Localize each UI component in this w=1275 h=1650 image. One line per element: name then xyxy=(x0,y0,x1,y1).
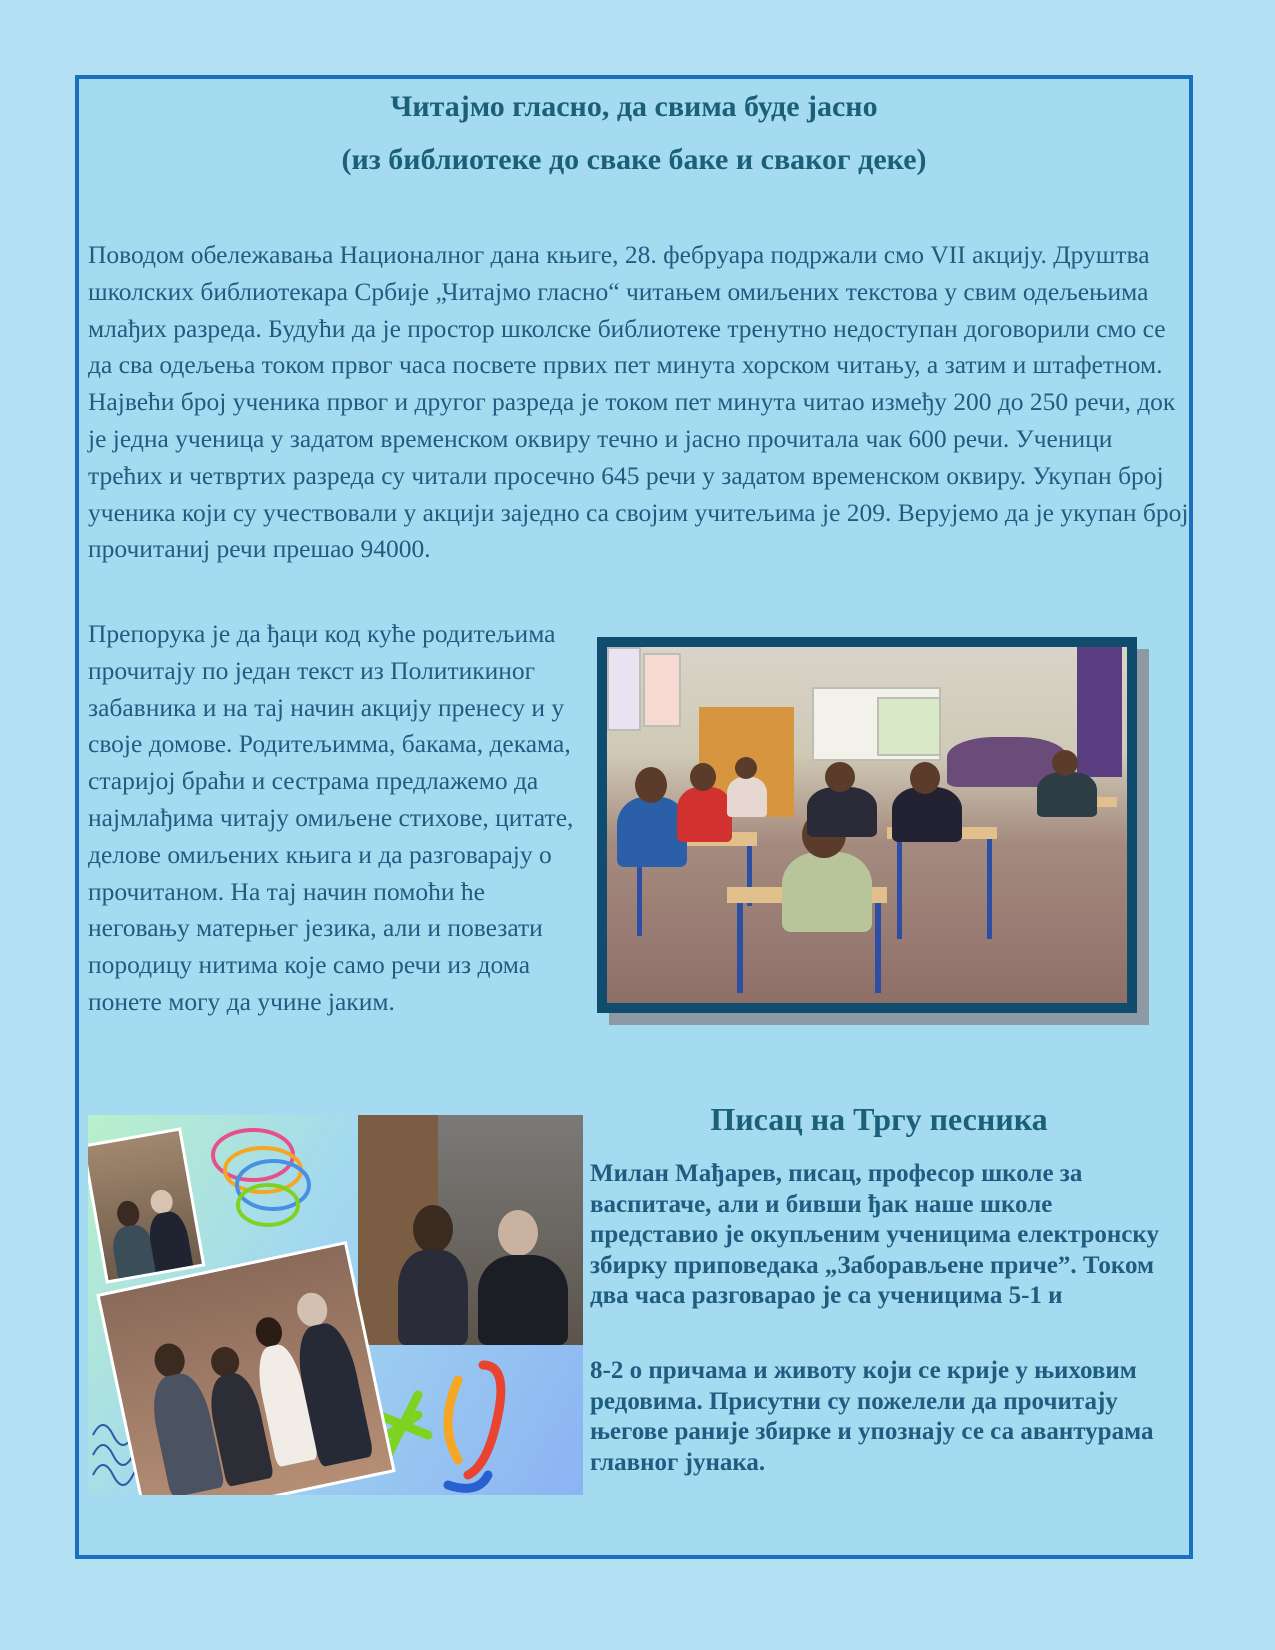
student xyxy=(807,787,877,837)
desk-leg xyxy=(987,839,992,939)
desk-leg xyxy=(875,903,881,993)
curtain xyxy=(1077,647,1122,777)
writer-section-heading: Писац на Тргу песника xyxy=(710,1101,1048,1137)
page-subtitle: (из библиотеке до сваке баке и сваког деке) xyxy=(341,143,927,176)
recommendation-paragraph: Препорука је да ђаци код куће родитељима прочитају по један текст из Политикиног забавника и на тај начин акцију пренесу и у своје домове. Родитељимма, бакама, декама, старијој браћи и сестрама предлажемо да најмлађима читају омиљене стихове, цитате, делове омиљених књига и да разговарају о прочитаном. На тај начин помоћи ће неговању матерњег језика, али и повезати породицу нитима које само речи из дома понете могу да учине јаким. xyxy=(88,619,574,1016)
wall-poster xyxy=(607,647,641,731)
classroom-photo-image xyxy=(607,647,1127,1003)
student xyxy=(1037,772,1097,817)
newsletter-frame xyxy=(75,75,1193,1559)
student xyxy=(677,787,732,842)
student xyxy=(727,777,767,817)
person-head xyxy=(498,1210,538,1256)
student xyxy=(892,787,962,842)
person-head xyxy=(413,1205,453,1253)
page-title: Читајмо гласно, да свима буде јасно xyxy=(390,90,878,123)
student xyxy=(782,852,872,932)
classroom-photo xyxy=(597,637,1137,1013)
intro-paragraph: Поводом обележавања Националног дана књиге, 28. фебруара подржали смо VII акцију. Друштва школских библиотекара Србије „Читајмо гласно“ читањем омиљених текстова у свим одељењима млађих разреда. Будући да је простор школске библиотеке тренутно недоступан договорили смо се да сва одељења током првог часа посвете првих пет минута хорском читању, а затим и штафетном. Највећи број ученика првог и другог разреда је током пет минута читао између 200 до 250 речи, док је једна ученица у задатом временском оквиру течно и јасно прочитала чак 600 речи. Ученици трећих и четвртих разреда су читали просечно 645 речи у задатом временском оквиру. Укупан број ученика који су учествовали у акцији заједно са својим учитељима је 209. Верујемо да је укупан број прочитаниј речи прешао 94000. xyxy=(88,240,1189,564)
student-head xyxy=(735,757,757,779)
desk-leg xyxy=(897,839,902,939)
scribble-ornament xyxy=(213,1130,309,1225)
wall-poster xyxy=(643,653,681,727)
desk-leg xyxy=(737,903,743,993)
student-head xyxy=(1052,750,1078,776)
student-head xyxy=(910,762,940,794)
writer-visit-collage xyxy=(88,1115,583,1495)
person xyxy=(398,1250,468,1345)
student-head xyxy=(635,767,667,803)
letter-logo-ornament xyxy=(378,1365,501,1488)
writer-paragraph-1: Милан Мађарев, писац, професор школе за васпитаче, али и бивши ђак наше школе представио је окупљеним ученицима електронску збирку приповедака „Заборављене приче”. Током два часа разговарао је са ученицима 5-1 и xyxy=(590,1160,1159,1309)
student-head xyxy=(825,762,855,792)
student-head xyxy=(690,763,716,791)
collage-photo-2 xyxy=(358,1115,583,1345)
writer-paragraph-2: 8-2 о причама и животу који се крије у њиховим редовима. Присутни су пожелели да прочитају његове раније збирке и упознају се са авантурама главног јунака. xyxy=(590,1357,1154,1476)
person xyxy=(478,1255,568,1345)
wall-chart xyxy=(877,697,941,756)
